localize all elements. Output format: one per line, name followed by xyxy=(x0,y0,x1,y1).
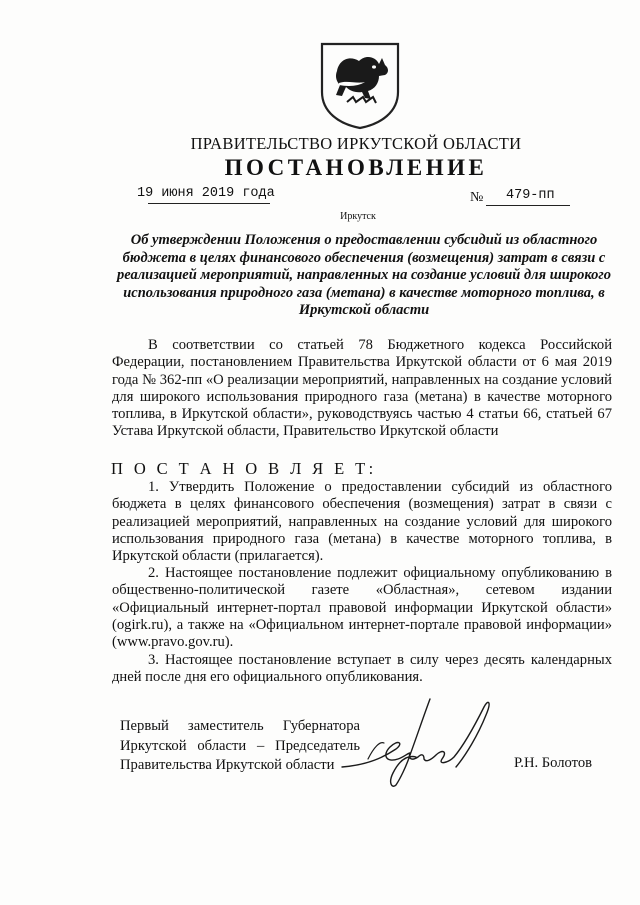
signer-name: Р.Н. Болотов xyxy=(514,755,593,771)
number-sign: № xyxy=(470,190,484,205)
number-underline xyxy=(486,205,570,206)
document-type: ПОСТАНОВЛЕНИЕ xyxy=(224,155,488,180)
preamble-paragraph: В соответствии со статьей 78 Бюджетного кодекса Российской Федерации, постановлением Правительства Иркутской области от 6 мая 2019 года № 362-пп «О реализации мероприятий, направленных на создание условий для широкого использования природного газа (метана) в качестве моторного топлива, в Иркутской области», руководствуясь частью 4 статьи 66, статьей 67 Устава Иркутской области, Правительство Иркутской области xyxy=(112,337,612,440)
document-title: Об утверждении Положения о предоставлении субсидий из областного бюджета в целях финансового обеспечения (возмещения) затрат в связи с реализацией мероприятий, направленных на создание условий для широкого использования природного газа (метана) в качестве моторного топлива, в Иркутской области xyxy=(117,232,611,319)
city-name: Иркутск xyxy=(340,211,376,222)
decree-item-3: 3. Настоящее постановление вступает в силу через десять календарных дней после дня его официального опубликования. xyxy=(112,652,612,686)
signatory-position xyxy=(120,717,360,776)
government-name: ПРАВИТЕЛЬСТВО ИРКУТСКОЙ ОБЛАСТИ xyxy=(190,134,522,153)
document-number: 479-пп xyxy=(506,188,555,203)
decree-item-2: 2. Настоящее постановление подлежит официальному опубликованию в общественно-политической газете «Областная», сетевом издании «Официальный интернет-портал правовой информации Иркутской области» (ogirk.ru), а также на «Официальном интернет-портале правовой информации» (www.pravo.gov.ru). xyxy=(112,565,612,651)
irkutsk-coat-of-arms-icon xyxy=(319,40,401,130)
date-underline xyxy=(148,203,270,204)
handwritten-signature-icon xyxy=(338,693,498,793)
document-date: 19 июня 2019 года xyxy=(137,186,275,201)
position-line: Правительства Иркутской области xyxy=(120,757,335,773)
position-line: Первый заместитель Губернатора xyxy=(120,718,360,734)
position-line: Иркутской области – Председатель xyxy=(120,737,360,754)
decrees-label: П О С Т А Н О В Л Я Е Т: xyxy=(111,459,377,478)
decree-item-1: 1. Утвердить Положение о предоставлении субсидий из областного бюджета в целях финансового обеспечения (возмещения) затрат в связи с реализацией мероприятий, направленных на создание условий для широкого использования природного газа (метана) в качестве моторного топлива, в Иркутской области (прилагается). xyxy=(112,479,612,565)
